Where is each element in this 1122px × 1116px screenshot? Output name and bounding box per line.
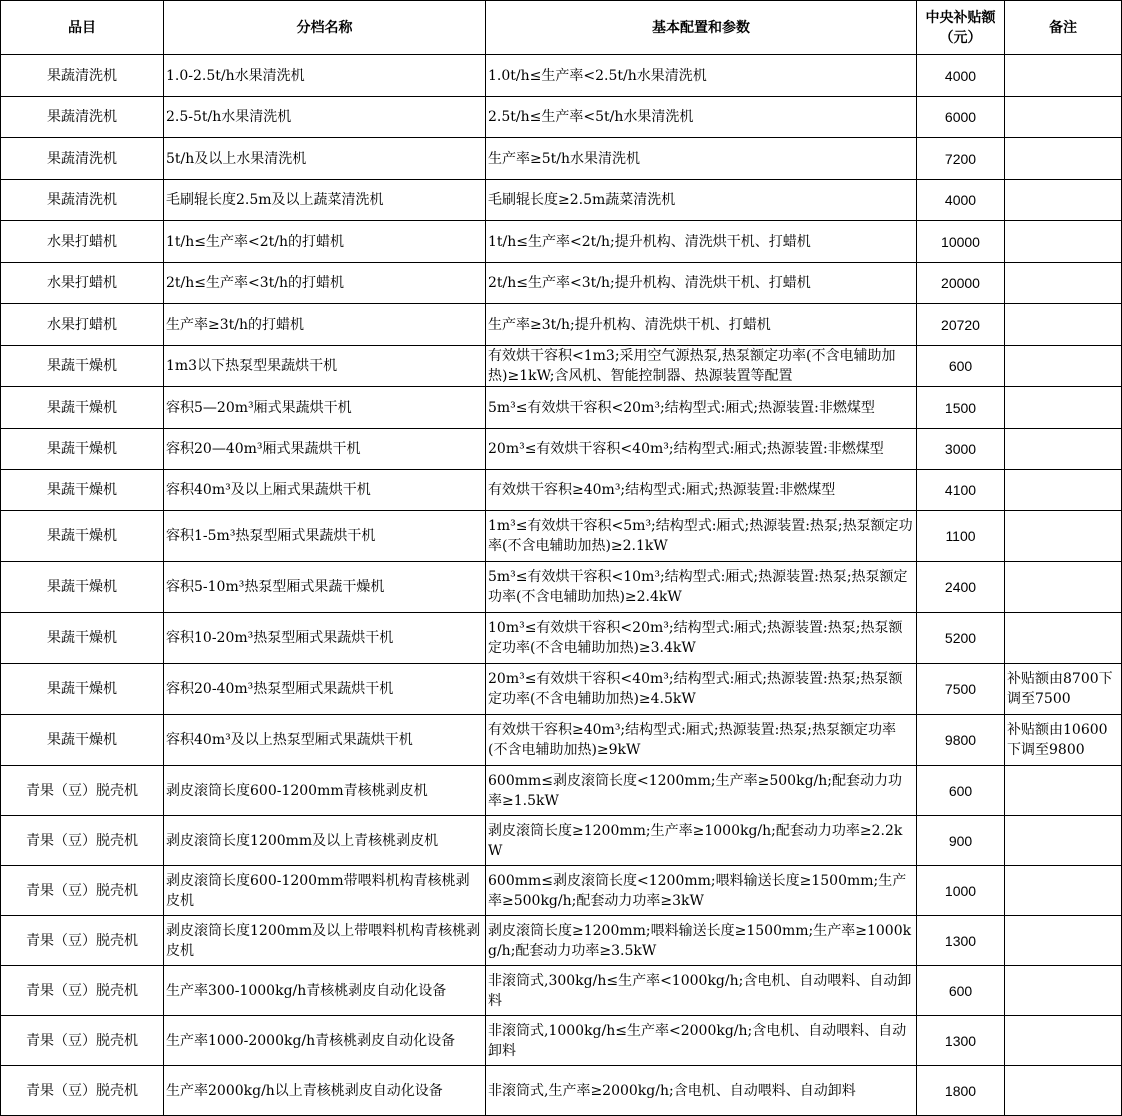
cell-config: 5m³≤有效烘干容积<10m³;结构型式:厢式;热源装置:热泵;热泵额定功率(不含电辅助加热)≥2.4kW <box>486 562 917 613</box>
cell-config: 非滚筒式,1000kg/h≤生产率<2000kg/h;含电机、自动喂料、自动卸料 <box>486 1016 917 1066</box>
cell-tier: 剥皮滚筒长度1200mm及以上带喂料机构青核桃剥皮机 <box>164 916 486 966</box>
cell-subsidy: 600 <box>917 766 1005 816</box>
table-row <box>1 429 1122 470</box>
cell-subsidy: 2400 <box>917 562 1005 613</box>
cell-tier: 容积1-5m³热泵型厢式果蔬烘干机 <box>164 511 486 562</box>
cell-remark: 补贴额由10600下调至9800 <box>1005 715 1122 766</box>
cell-config: 1t/h≤生产率<2t/h;提升机构、清洗烘干机、打蜡机 <box>486 221 917 263</box>
cell-subsidy: 4100 <box>917 470 1005 511</box>
cell-config: 10m³≤有效烘干容积<20m³;结构型式:厢式;热源装置:热泵;热泵额定功率(不含电辅助加热)≥3.4kW <box>486 613 917 664</box>
cell-remark <box>1005 180 1122 221</box>
table-row <box>1 916 1122 966</box>
cell-config: 剥皮滚筒长度≥1200mm;生产率≥1000kg/h;配套动力功率≥2.2kW <box>486 816 917 866</box>
cell-subsidy: 9800 <box>917 715 1005 766</box>
table-row <box>1 138 1122 180</box>
cell-item: 青果（豆）脱壳机 <box>1 766 164 816</box>
cell-config: 非滚筒式,生产率≥2000kg/h;含电机、自动喂料、自动卸料 <box>486 1066 917 1116</box>
cell-subsidy: 1500 <box>917 387 1005 429</box>
cell-config: 600mm≤剥皮滚筒长度<1200mm;喂料输送长度≥1500mm;生产率≥500kg/h;配套动力功率≥3kW <box>486 866 917 916</box>
cell-tier: 2t/h≤生产率<3t/h的打蜡机 <box>164 263 486 304</box>
cell-config: 生产率≥5t/h水果清洗机 <box>486 138 917 180</box>
cell-item: 果蔬清洗机 <box>1 138 164 180</box>
table-row <box>1 55 1122 97</box>
table-row <box>1 97 1122 138</box>
cell-tier: 生产率1000-2000kg/h青核桃剥皮自动化设备 <box>164 1016 486 1066</box>
cell-item: 水果打蜡机 <box>1 263 164 304</box>
header-tier: 分档名称 <box>164 1 486 55</box>
cell-config: 2.5t/h≤生产率<5t/h水果清洗机 <box>486 97 917 138</box>
table-row <box>1 346 1122 387</box>
table-row <box>1 221 1122 263</box>
cell-item: 果蔬干燥机 <box>1 346 164 387</box>
cell-item: 水果打蜡机 <box>1 304 164 346</box>
cell-subsidy: 600 <box>917 346 1005 387</box>
cell-config: 有效烘干容积≥40m³;结构型式:厢式;热源装置:非燃煤型 <box>486 470 917 511</box>
cell-config: 生产率≥3t/h;提升机构、清洗烘干机、打蜡机 <box>486 304 917 346</box>
cell-remark <box>1005 470 1122 511</box>
cell-config: 600mm≤剥皮滚筒长度<1200mm;生产率≥500kg/h;配套动力功率≥1.5kW <box>486 766 917 816</box>
table-row <box>1 511 1122 562</box>
cell-remark <box>1005 562 1122 613</box>
cell-item: 青果（豆）脱壳机 <box>1 916 164 966</box>
table-row <box>1 470 1122 511</box>
cell-remark <box>1005 55 1122 97</box>
header-item: 品目 <box>1 1 164 55</box>
cell-subsidy: 900 <box>917 816 1005 866</box>
cell-config: 2t/h≤生产率<3t/h;提升机构、清洗烘干机、打蜡机 <box>486 263 917 304</box>
cell-subsidy: 600 <box>917 966 1005 1016</box>
table-row <box>1 1016 1122 1066</box>
cell-tier: 5t/h及以上水果清洗机 <box>164 138 486 180</box>
cell-tier: 剥皮滚筒长度600-1200mm青核桃剥皮机 <box>164 766 486 816</box>
cell-item: 果蔬干燥机 <box>1 429 164 470</box>
cell-remark <box>1005 916 1122 966</box>
cell-item: 果蔬干燥机 <box>1 664 164 715</box>
table-row <box>1 966 1122 1016</box>
cell-config: 有效烘干容积≥40m³;结构型式:厢式;热源装置:热泵;热泵额定功率(不含电辅助加热)≥9kW <box>486 715 917 766</box>
cell-item: 果蔬清洗机 <box>1 180 164 221</box>
cell-remark <box>1005 346 1122 387</box>
table-row <box>1 1066 1122 1116</box>
cell-subsidy: 20000 <box>917 263 1005 304</box>
cell-remark <box>1005 866 1122 916</box>
cell-item: 青果（豆）脱壳机 <box>1 866 164 916</box>
cell-item: 果蔬干燥机 <box>1 715 164 766</box>
cell-subsidy: 1300 <box>917 1016 1005 1066</box>
cell-tier: 1t/h≤生产率<2t/h的打蜡机 <box>164 221 486 263</box>
table-row <box>1 715 1122 766</box>
cell-config: 20m³≤有效烘干容积<40m³;结构型式:厢式;热源装置:非燃煤型 <box>486 429 917 470</box>
cell-item: 果蔬干燥机 <box>1 562 164 613</box>
cell-remark: 补贴额由8700下调至7500 <box>1005 664 1122 715</box>
cell-tier: 1m3以下热泵型果蔬烘干机 <box>164 346 486 387</box>
cell-config: 非滚筒式,300kg/h≤生产率<1000kg/h;含电机、自动喂料、自动卸料 <box>486 966 917 1016</box>
cell-remark <box>1005 263 1122 304</box>
cell-item: 青果（豆）脱壳机 <box>1 816 164 866</box>
cell-item: 果蔬干燥机 <box>1 387 164 429</box>
cell-tier: 容积40m³及以上热泵型厢式果蔬烘干机 <box>164 715 486 766</box>
cell-subsidy: 1100 <box>917 511 1005 562</box>
table-body <box>1 55 1122 1116</box>
cell-subsidy: 4000 <box>917 180 1005 221</box>
cell-remark <box>1005 1066 1122 1116</box>
cell-remark <box>1005 429 1122 470</box>
cell-subsidy: 1800 <box>917 1066 1005 1116</box>
cell-tier: 1.0-2.5t/h水果清洗机 <box>164 55 486 97</box>
cell-config: 5m³≤有效烘干容积<20m³;结构型式:厢式;热源装置:非燃煤型 <box>486 387 917 429</box>
cell-subsidy: 3000 <box>917 429 1005 470</box>
cell-subsidy: 4000 <box>917 55 1005 97</box>
cell-tier: 生产率≥3t/h的打蜡机 <box>164 304 486 346</box>
table-row <box>1 304 1122 346</box>
header-subsidy: 中央补贴额（元） <box>917 1 1005 55</box>
cell-config: 1m³≤有效烘干容积<5m³;结构型式:厢式;热源装置:热泵;热泵额定功率(不含电辅助加热)≥2.1kW <box>486 511 917 562</box>
header-config: 基本配置和参数 <box>486 1 917 55</box>
cell-tier: 生产率300-1000kg/h青核桃剥皮自动化设备 <box>164 966 486 1016</box>
cell-subsidy: 5200 <box>917 613 1005 664</box>
cell-remark <box>1005 97 1122 138</box>
cell-remark <box>1005 387 1122 429</box>
cell-item: 果蔬干燥机 <box>1 511 164 562</box>
cell-item: 果蔬清洗机 <box>1 55 164 97</box>
cell-subsidy: 6000 <box>917 97 1005 138</box>
table-row <box>1 387 1122 429</box>
table-row <box>1 613 1122 664</box>
cell-tier: 剥皮滚筒长度600-1200mm带喂料机构青核桃剥皮机 <box>164 866 486 916</box>
header-row <box>1 1 1122 55</box>
table-row <box>1 263 1122 304</box>
cell-item: 果蔬清洗机 <box>1 97 164 138</box>
cell-remark <box>1005 816 1122 866</box>
cell-remark <box>1005 766 1122 816</box>
cell-subsidy: 1000 <box>917 866 1005 916</box>
cell-config: 剥皮滚筒长度≥1200mm;喂料输送长度≥1500mm;生产率≥1000kg/h;配套动力功率≥3.5kW <box>486 916 917 966</box>
cell-subsidy: 7500 <box>917 664 1005 715</box>
cell-tier: 毛刷辊长度2.5m及以上蔬菜清洗机 <box>164 180 486 221</box>
cell-subsidy: 10000 <box>917 221 1005 263</box>
cell-item: 青果（豆）脱壳机 <box>1 1066 164 1116</box>
header-remark: 备注 <box>1005 1 1122 55</box>
cell-remark <box>1005 221 1122 263</box>
cell-tier: 容积5-10m³热泵型厢式果蔬干燥机 <box>164 562 486 613</box>
cell-item: 果蔬干燥机 <box>1 613 164 664</box>
cell-config: 有效烘干容积<1m3;采用空气源热泵,热泵额定功率(不含电辅助加热)≥1kW;含风机、智能控制器、热源装置等配置 <box>486 346 917 387</box>
cell-subsidy: 1300 <box>917 916 1005 966</box>
cell-item: 水果打蜡机 <box>1 221 164 263</box>
cell-tier: 容积10-20m³热泵型厢式果蔬烘干机 <box>164 613 486 664</box>
cell-item: 青果（豆）脱壳机 <box>1 1016 164 1066</box>
cell-tier: 容积40m³及以上厢式果蔬烘干机 <box>164 470 486 511</box>
cell-tier: 容积20—40m³厢式果蔬烘干机 <box>164 429 486 470</box>
cell-config: 1.0t/h≤生产率<2.5t/h水果清洗机 <box>486 55 917 97</box>
table-row <box>1 664 1122 715</box>
cell-tier: 容积5—20m³厢式果蔬烘干机 <box>164 387 486 429</box>
table-row <box>1 816 1122 866</box>
table-row <box>1 866 1122 916</box>
cell-remark <box>1005 1016 1122 1066</box>
cell-tier: 生产率2000kg/h以上青核桃剥皮自动化设备 <box>164 1066 486 1116</box>
cell-remark <box>1005 966 1122 1016</box>
table-row <box>1 562 1122 613</box>
cell-tier: 剥皮滚筒长度1200mm及以上青核桃剥皮机 <box>164 816 486 866</box>
cell-tier: 容积20-40m³热泵型厢式果蔬烘干机 <box>164 664 486 715</box>
cell-remark <box>1005 613 1122 664</box>
cell-item: 果蔬干燥机 <box>1 470 164 511</box>
cell-remark <box>1005 304 1122 346</box>
cell-item: 青果（豆）脱壳机 <box>1 966 164 1016</box>
table-row <box>1 180 1122 221</box>
cell-subsidy: 20720 <box>917 304 1005 346</box>
cell-config: 毛刷辊长度≥2.5m蔬菜清洗机 <box>486 180 917 221</box>
table-row <box>1 766 1122 816</box>
cell-remark <box>1005 138 1122 180</box>
cell-tier: 2.5-5t/h水果清洗机 <box>164 97 486 138</box>
cell-config: 20m³≤有效烘干容积<40m³;结构型式:厢式;热源装置:热泵;热泵额定功率(不含电辅助加热)≥4.5kW <box>486 664 917 715</box>
cell-remark <box>1005 511 1122 562</box>
cell-subsidy: 7200 <box>917 138 1005 180</box>
